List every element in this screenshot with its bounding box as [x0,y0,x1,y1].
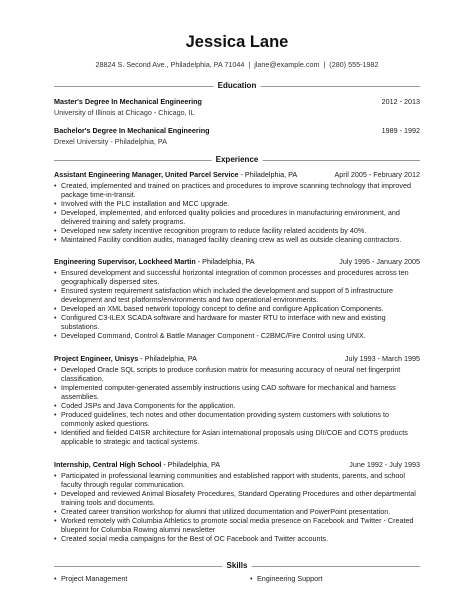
job-title: Internship, Central High School [54,460,162,469]
bullet-item: • Created social media campaigns for the Best of OC Facebook and Twitter accounts. [54,534,416,543]
section-skills [54,561,420,571]
job-header [54,170,420,179]
education-entry [54,126,420,135]
separator: | [244,60,255,69]
job-dates: June 1992 - July 1993 [349,460,420,469]
job-location: - Philadelphia, PA [238,170,298,179]
job-header [54,460,420,469]
bullet-item: • Implemented computer-generated assembly instructions using CAD software for mechanical and harness assemblies. [54,383,416,401]
job-bullets [54,268,416,340]
section-title: Education [214,81,261,91]
job-location: - Philadelphia, PA [161,460,221,469]
bullet-item: • Developed, implemented, and enforced quality policies and procedures in manufacturing environment, and delivered training and safety programs. [54,208,416,226]
job-bullets [54,365,416,446]
education-entry [54,97,420,106]
section-education [54,81,420,91]
section-title: Experience [212,155,263,165]
skill-item: • Project Management [54,574,127,583]
bullet-item: • Involved with the PLC installation and MCC upgrade. [54,199,416,208]
phone: (280) 555-1982 [329,60,379,69]
bullet-item: • Developed and reviewed Animal Biosafety Procedures, Standard Operating Procedures and other departmental training tools and documents. [54,489,416,507]
bullet-item: • Worked remotely with Columbia Athletics to promote social media presence on Facebook and Twitter - Created blueprint for Columbia Rowing alumni newsletter [54,516,416,534]
job-dates: April 2005 - February 2012 [334,170,420,179]
bullet-item: • Configured C3-ILEX SCADA software and hardware for master RTU to interface with new and existing substations. [54,313,416,331]
job-header [54,257,420,266]
school: University of Illinois at Chicago - Chicago, IL [54,108,195,117]
bullet-item: • Developed new safety incentive recognition program to reduce facility related accidents by 40%. [54,226,416,235]
degree: Master's Degree In Mechanical Engineering [54,97,202,106]
bullet-item: • Created career transition workshop for alumni that utilized documentation and PowerPoint presentation. [54,507,416,516]
bullet-item: • Developed Oracle SQL scripts to produce confusion matrix for measuring accuracy of neural net fingerprint classification. [54,365,416,383]
degree: Bachelor's Degree In Mechanical Engineering [54,126,210,135]
dates: 1989 - 1992 [381,126,420,135]
job-title: Engineering Supervisor, Lockheed Martin [54,257,196,266]
contact-line [0,60,474,69]
section-experience [54,155,420,165]
bullet-item: • Maintained Facility condition audits, managed facility cleaning crew as well as outside cleaning contractors. [54,235,416,244]
bullet-item: • Participated in professional learning communities and established rapport with students, parents, and school faculty through regular communication. [54,471,416,489]
candidate-name: Jessica Lane [185,33,289,51]
bullet-item: • Ensured development and successful horizontal integration of common processes and procedures across ten geographically dispersed sites. [54,268,416,286]
school: Drexel University - Philadelphia, PA [54,137,167,146]
bullet-item: • Identified and fielded C4ISR architecture for Asian international proposals using DII/COE and COTS products applicable to strategic and tactical systems. [54,428,416,446]
bullet-item: • Developed an XML based network topology concept to define and configure Application Components. [54,304,416,313]
job-dates: July 1993 - March 1995 [344,354,420,363]
job-bullets [54,181,416,244]
dates: 2012 - 2013 [381,97,420,106]
bullet-item: • Coded JSPs and Java Components for the application. [54,401,416,410]
job-title: Project Engineer, Unisys [54,354,139,363]
job-title: Assistant Engineering Manager, United Parcel Service [54,170,239,179]
section-title: Skills [223,561,252,571]
skill-item: • Engineering Support [250,574,323,583]
address: 28824 S. Second Ave., Philadelphia, PA 71044 [95,60,245,69]
job-dates: July 1995 - January 2005 [339,257,420,266]
separator: | [319,60,330,69]
job-header [54,354,420,363]
bullet-item: • Created, implemented and trained on practices and procedures to improve scanning technology that improved package time-in-transit. [54,181,416,199]
bullet-item: • Produced guidelines, tech notes and other documentation providing system customers with solutions to commonly asked questions. [54,410,416,428]
job-location: - Philadelphia, PA [195,257,255,266]
job-location: - Philadelphia, PA [138,354,197,363]
bullet-item: • Developed Command, Control & Battle Manager Component - C2BMC/Fire Control using UNIX. [54,331,416,340]
email: jlane@example.com [254,60,320,69]
bullet-item: • Ensured system requirement satisfaction which included the development and support of 5 infrastructure development and test platforms/environments and two operational environments. [54,286,416,304]
job-bullets [54,471,416,543]
